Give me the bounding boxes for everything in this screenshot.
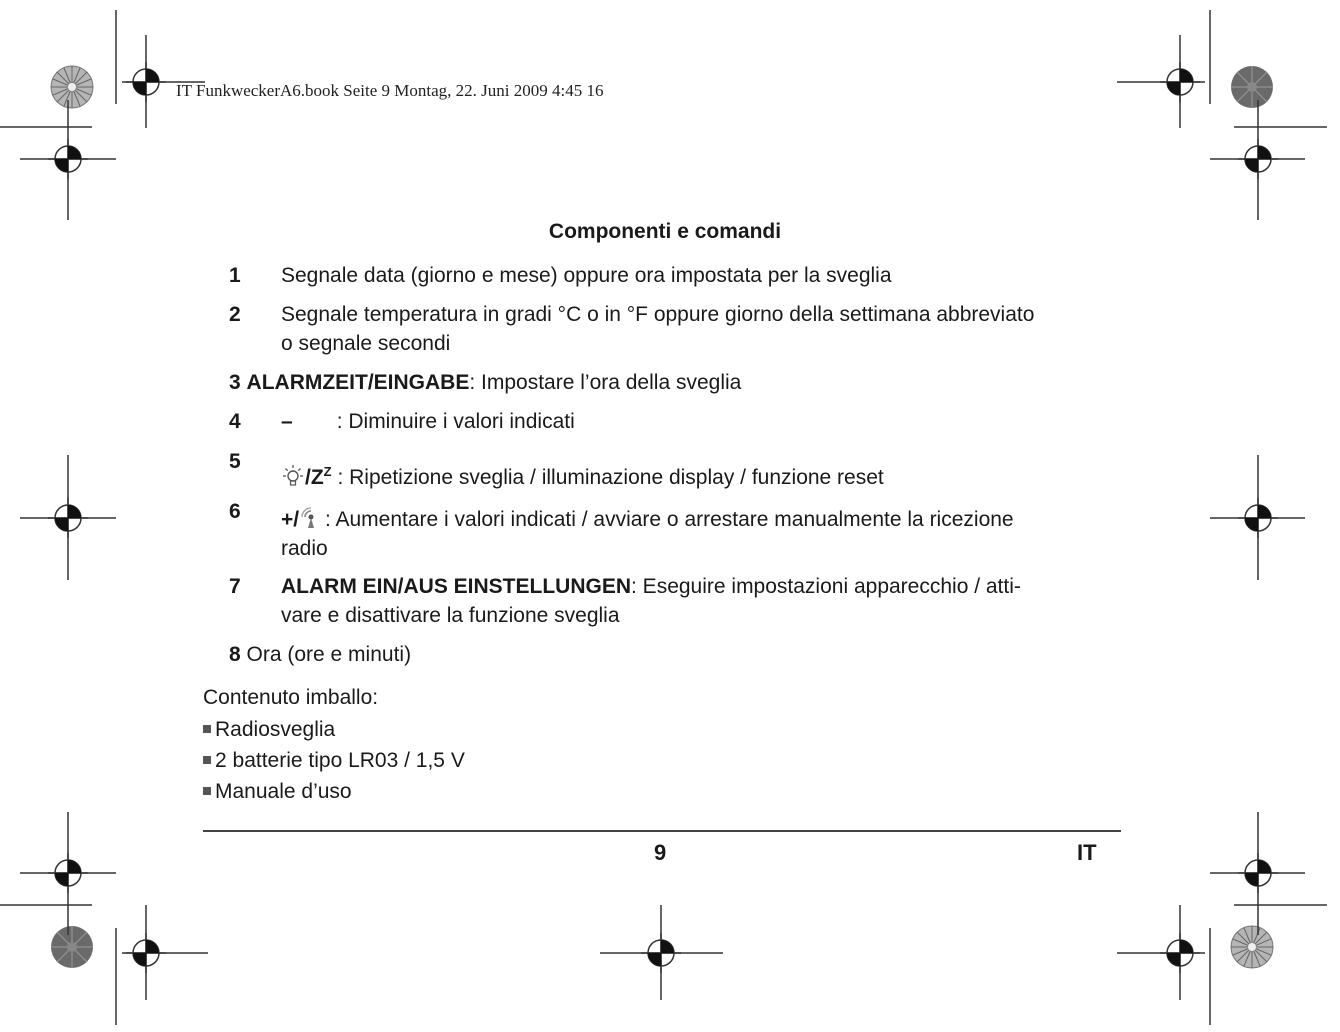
contents-item	[203, 715, 335, 744]
item-body	[281, 572, 1021, 630]
page-title: Componenti e comandi	[548, 220, 782, 243]
contents-item	[203, 746, 465, 775]
button-label: ALARMZEIT/EINGABE	[246, 371, 470, 394]
list-item	[229, 368, 741, 397]
language-code: IT	[1077, 840, 1097, 865]
contents-item-text: 2 batterie tipo LR03 / 1,5 V	[215, 749, 465, 772]
print-header: IT FunkweckerA6.book Seite 9 Montag, 22. Juni 2009 4:45 16	[176, 81, 604, 100]
button-label: /Z	[305, 466, 324, 489]
item-text: : Diminuire i valori indicati	[336, 410, 575, 433]
list-item	[229, 640, 411, 669]
contents-item	[203, 777, 352, 806]
page-number: 9	[654, 840, 667, 865]
item-text-line: o segnale secondi	[281, 332, 451, 355]
item-number: 5	[229, 450, 241, 473]
item-text-line: Segnale temperatura in gradi °C o in °F oppure giorno della settimana abbreviato	[281, 303, 1035, 326]
item-text: Segnale data (giorno e mese) oppure ora impostata per la sveglia	[281, 264, 892, 287]
button-label: +/	[281, 508, 300, 531]
button-label: –	[281, 410, 293, 433]
bullet-icon	[203, 725, 211, 733]
item-text: : Aumentare i valori indicati / avviare o arrestare manualmente la ricezione	[319, 508, 1014, 531]
contents-item-text: Manuale d’uso	[215, 780, 352, 803]
radio-signal-icon	[299, 507, 319, 531]
item-number: 8	[229, 643, 241, 666]
item-body	[281, 407, 575, 436]
item-number: 4	[229, 410, 241, 433]
contents-item-text: Radiosveglia	[215, 718, 336, 741]
item-number: 2	[229, 303, 241, 326]
button-label-sup: Z	[323, 464, 332, 479]
item-text	[281, 300, 1034, 358]
item-text-line: radio	[281, 537, 328, 560]
item-number: 6	[229, 500, 241, 523]
item-number: 3	[229, 371, 241, 394]
item-text: Ora (ore e minuti)	[240, 643, 412, 666]
bullet-icon	[203, 756, 211, 764]
item-text: : Eseguire impostazioni apparecchio / atti-	[631, 575, 1021, 598]
item-number: 7	[229, 575, 241, 598]
item-number: 1	[229, 264, 241, 287]
item-text-line: vare e disattivare la funzione sveglia	[281, 604, 620, 627]
item-body	[281, 505, 1014, 563]
item-body	[281, 457, 884, 492]
contents-heading: Contenuto imballo:	[203, 686, 379, 709]
footer-divider	[203, 830, 1121, 832]
button-label: ALARM EIN/AUS EINSTELLUNGEN	[281, 575, 632, 598]
bullet-icon	[203, 787, 211, 795]
item-text: : Impostare l’ora della sveglia	[469, 371, 742, 394]
item-text: : Ripetizione sveglia / illuminazione display / funzione reset	[331, 466, 884, 489]
light-bulb-icon	[281, 464, 305, 490]
